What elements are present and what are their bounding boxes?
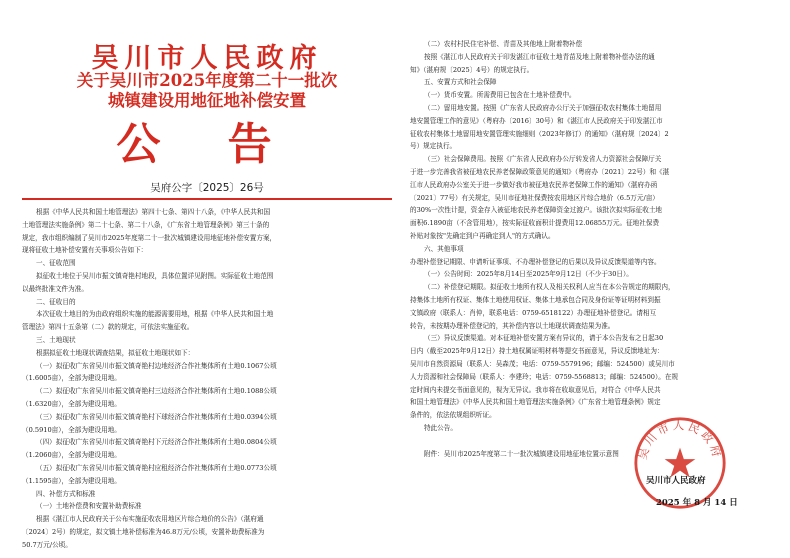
body-line: （1.6320亩），全部为建设用地。 [22, 399, 121, 408]
right-column [410, 0, 772, 558]
body-line: 根据拟征收土地现状调查结果，拟征收土地现状如下： [36, 348, 195, 357]
body-line: 文镇政府（联系人：肖仲，联系电话：0759-6518122）办理征地补偿登记。请相互 [410, 308, 657, 317]
body-line: 五、安置方式和社会保障 [424, 78, 497, 87]
body-line: （一）货币安置。所需费用已包含在土地补偿费中。 [424, 91, 576, 100]
body-line: 面积6.1890亩（不含管用地），按实际征收面积计提费用12.06855万元。征地社保费 [410, 219, 660, 228]
body-line: 地安置管理工作的意见》（粤府办〔2016〕30号）和《湛江市人民政府关于印发湛江市 [410, 116, 663, 125]
body-line: 拟征收土地位于吴川市振文镇奇艳村地段，具体位置详见附图。实际征收土地范围 [36, 271, 274, 280]
body-line: 规定，我市组织编制了吴川市2025年度第二十一批次城镇建设用地征地补偿安置方案， [22, 233, 277, 242]
body-line: 根据《中华人民共和国土地管理法》第四十七条、第四十八条，《中华人民共和国 [36, 208, 271, 216]
body-line: （1.2060亩），全部为建设用地。 [22, 451, 121, 460]
body-line: 人力资源和社会保障局（联系人：李建玲；电话：0759-5568813；邮编：524500）。在规 [410, 372, 679, 381]
notice-subtitle-line2: 城镇建设用地征地补偿安置 [108, 91, 306, 110]
body-line: 三、土地现状 [36, 335, 76, 344]
body-line: 和国土地管理法》《中华人民共和国土地管理法实施条例》《广东省土地管理条例》规定 [410, 398, 661, 407]
body-line: 吴川市自然资源局（联系人：吴森茂；电话：0759-5579196；邮编：524500）或吴川市 [410, 359, 675, 368]
body-line: 征收农村集体土地留用地安置管理实施细则（2023年修订）的通知》（湛府规〔2024〕2 [410, 129, 669, 138]
body-line: 管理法》第四十五条第（二）款的规定，可依法实施征收。 [22, 323, 194, 332]
body-line: （三）社会保障费用。按照《广东省人民政府办公厅转发省人力资源社会保障厅关 [424, 155, 662, 164]
body-line: 二、征收目的 [36, 297, 76, 306]
body-line: 本次征收土地目的为由政府组织实施的能源需要用地，根据《中华人民共和国土地 [36, 310, 274, 319]
issuer-title: 吴川市人民政府 [91, 43, 323, 74]
body-line: 一、征收范围 [36, 259, 76, 268]
body-line: 〔2021〕77号）有关规定，吴川市征地社保费按农用地区片综合地价（6.5万元/亩） [410, 193, 659, 202]
body-line: 的30%一次性计提，资金存入被征地农民养老保障资金过渡户。该批次拟实际征收土地 [410, 206, 663, 215]
body-line: 于进一步完善我省被征地农民养老保障政策意见的通知》（粤府办〔2021〕22号）和《湛 [410, 167, 670, 176]
body-line: 转告，未按期办理补偿登记的，其补偿内容以土地现状调查结果为准。 [410, 321, 615, 330]
body-line: （0.5910亩），全部为建设用地。 [22, 425, 121, 434]
body-line: 定时间内未提交书面意见的，视为无异议。我市将在收取意见后，对符合《中华人民共 [410, 385, 661, 394]
document-number: 吴府公字〔2025〕26号 [150, 182, 264, 194]
body-line: （一）土地补偿费和安置补助费标准 [36, 502, 142, 511]
signoff-issuer: 吴川市人民政府 [646, 476, 706, 486]
body-line: 以最终批准文件为准。 [22, 284, 88, 293]
body-line: （二）农村村民住宅补偿、青苗及其他地上附着物补偿 [424, 40, 583, 48]
body-line: 〔2024〕2号）的规定，拟文镇土地补偿标准为46.8万元/公顷，安置补助费标准为 [22, 527, 265, 536]
body-line: 50.7万元/公顷。 [22, 540, 72, 549]
right-body-text [410, 38, 772, 460]
body-line: （一）公告时间：2025年8月14日至2025年9月12日（不少于30日）。 [424, 270, 633, 279]
body-line: 按照《湛江市人民政府关于印发湛江市征收土地青苗及地上附着物补偿办法的通 [424, 52, 655, 61]
body-line: 补贴对象按"先确定到户再确定到人"的方式确认。 [410, 231, 555, 240]
body-line: 土地管理法实施条例》第二十七条、第二十八条，《广东省土地管理条例》第三十条的 [22, 220, 270, 229]
body-line: （一）拟征收广东省吴川市振文镇奇艳村边地经济合作社集体所有土地0.1067公顷 [36, 361, 277, 370]
body-line: （二）留用地安置。按照《广东省人民政府办公厅关于加强征收农村集体土地留用 [424, 103, 662, 112]
seal-text: 吴川市人民政府 [635, 418, 725, 462]
notice-heading: 公 告 [116, 119, 298, 170]
body-line: （1.1595亩），全部为建设用地。 [22, 476, 121, 485]
body-line: 条件的，依法依规组织听证。 [410, 411, 496, 420]
body-line: （五）拟征收广东省吴川市振文镇奇艳村应租经济合作社集体所有土地0.0773公顷 [36, 463, 277, 472]
left-body-text [22, 206, 392, 552]
body-line: （四）拟征收广东省吴川市振文镇奇艳村下元经济合作社集体所有土地0.0804公顷 [36, 438, 277, 447]
body-line: 根据《湛江市人民政府关于公布实施征收农用地区片综合地价的公告》（湛府通 [36, 515, 264, 524]
red-divider [22, 198, 392, 200]
body-line: 办理补偿登记期限、申请听证事项、不办理补偿登记的后果以及异议反馈渠道等内容。 [410, 257, 661, 266]
body-line: 持集体土地所有权证、集体土地使用权证、集体土地承包合同及身份证等证明材料到振 [410, 295, 661, 304]
body-line: 特此公告。 [424, 423, 457, 432]
body-line: 日内（截至2025年9月12日）持土地权属证明材料等提交书面意见，异议反馈地址为： [410, 347, 664, 356]
body-line: （1.6005亩），全部为建设用地。 [22, 374, 121, 383]
notice-subtitle-line1: 关于吴川市2025年度第二十一批次 [76, 71, 338, 90]
body-line: 附件：吴川市2025年度第二十一批次城镇建设用地征地位置示意图 [424, 449, 619, 458]
body-line: 号）规定执行。 [410, 142, 457, 151]
left-column [22, 0, 392, 558]
body-line: （二）拟征收广东省吴川市振文镇奇艳村三边经济合作社集体所有土地0.1088公顷 [36, 387, 277, 396]
body-line: （三）拟征收广东省吴川市振文镇奇艳村下球经济合作社集体所有土地0.0394公顷 [36, 412, 277, 421]
body-line: 知》（湛府规〔2025〕4号）的规定执行。 [410, 65, 534, 74]
body-line: 现将征收土地补偿安置有关事项公告如下： [22, 246, 148, 255]
body-line: （二）补偿登记期限。拟征收土地所有权人及相关权利人应当在本公告规定的期限内， [424, 283, 675, 292]
body-line: 六、其他事项 [424, 244, 464, 253]
body-line: 四、补偿方式和标准 [36, 489, 96, 498]
signoff-date: 2025 年 8 月 14 日 [656, 498, 738, 508]
body-line: （三）异议反馈渠道。对本征地补偿安置方案有异议的，请于本公告发布之日起30 [424, 334, 664, 343]
body-line: 江市人民政府办公室关于进一步做好我市被征地农民养老保障工作的通知》（湛府办函 [410, 180, 658, 189]
